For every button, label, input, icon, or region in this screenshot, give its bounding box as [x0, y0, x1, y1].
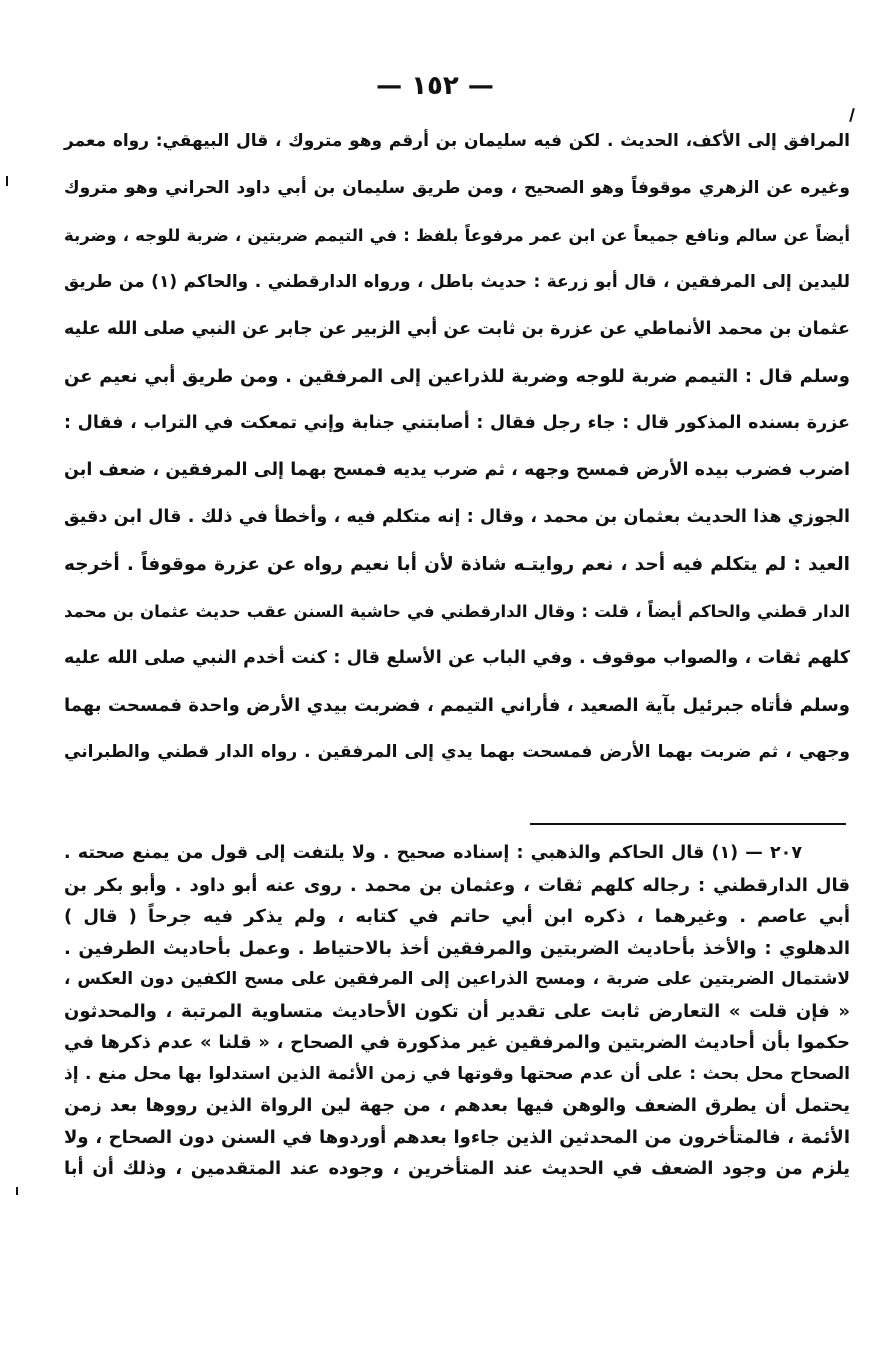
main-text-line: المرافق إلى الأكف، الحديث . لكن فيه سليمان بن أرقم وهو متروك ، قال البيهقي: رواه معمر [64, 131, 850, 151]
main-text-line: عثمان بن محمد الأنماطي عن عزرة بن ثابت عن أبي الزبير عن جابر عن النبي صلى الله عليه [64, 319, 850, 339]
footnote-divider [530, 823, 846, 825]
main-text-line: لليدين إلى المرفقين ، قال أبو زرعة : حديث باطل ، ورواه الدارقطني . والحاكم (١) من طريق [64, 272, 850, 292]
main-text-line: وجهي ، ثم ضربت بهما الأرض فمسحت بهما يدي إلى المرفقين . رواه الدار قطني والطبراني [64, 742, 850, 762]
main-text-line: وسلم فأتاه جبرئيل بآية الصعيد ، فأراني التيمم ، فضربت بيدي الأرض واحدة فمسحت بهما [64, 695, 850, 716]
scan-speck [6, 176, 8, 186]
footnote-line: أبي عاصم . وغيرهما ، ذكره ابن أبي حاتم في كتابه ، ولم يذكر فيه جرحاً ( قال ) [64, 906, 850, 927]
page-number: — ١٥٢ — [376, 71, 494, 101]
main-text-line: كلهم ثقات ، والصواب موقوف . وفي الباب عن الأسلع قال : كنت أخدم النبي صلى الله عليه [64, 648, 850, 668]
footnote-line: يلزم من وجود الضعف في الحديث عند المتأخرين ، وجوده عند المتقدمين ، وذلك أن أبا [64, 1158, 850, 1179]
main-text-line: الجوزي هذا الحديث بعثمان بن محمد ، وقال : إنه متكلم فيه ، وأخطأ في ذلك . قال ابن دقيق [64, 507, 850, 527]
footnote-line: حكموا بأن أحاديث الضربتين والمرفقين غير مذكورة في الصحاح ، « قلنا » عدم ذكرها في [64, 1032, 850, 1053]
main-text-line: وسلم قال : التيمم ضربة للوجه وضربة للذراعين إلى المرفقين . ومن طريق أبي نعيم عن [64, 366, 850, 387]
scan-speck [16, 1187, 18, 1195]
main-text-line: الدار قطني والحاكم أيضاً ، قلت : وقال الدارقطني في حاشية السنن عقب حديث عثمان بن محمد [64, 602, 850, 621]
footnotes-block [64, 838, 850, 1185]
footnote-line: قال الدارقطني : رجاله كلهم ثقات ، وعثمان بن محمد . روى عنه أبو داود . وأبو بكر بن [64, 874, 850, 896]
footnote-line: يحتمل أن يطرق الضعف والوهن فيها بعدهم ، من جهة لين الرواة الذين رووها بعد زمن [64, 1095, 850, 1116]
footnote-line: الدهلوي : والأخذ بأحاديث الضربتين والمرفقين أخذ بالاحتياط . وعمل بأحاديث الطرفين . [64, 937, 850, 959]
footnote-line: لاشتمال الضربتين على ضربة ، ومسح الذراعين إلى المرفقين على مسح الكفين دون العكس ، [64, 969, 850, 989]
main-text-line: اضرب فضرب بيده الأرض فمسح وجهه ، ثم ضرب يديه فمسح بهما إلى المرفقين ، ضعف ابن [64, 460, 850, 480]
footnote-line: الصحاح محل بحث : على أن عدم صحتها وقوتها في زمن الأئمة الذين استدلوا بها محل منع . إذ [64, 1063, 850, 1084]
main-text-line: عزرة بسنده المذكور قال : جاء رجل فقال : أصابتني جنابة وإني تمعكت في التراب ، فقال : [64, 413, 850, 433]
main-text-line: العيد : لم يتكلم فيه أحد ، نعم روايتـه شاذة لأن أبا نعيم رواه عن عزرة موقوفاً . أخرجه [64, 554, 850, 575]
main-text-line: وغيره عن الزهري موقوفاً وهو الصحيح ، ومن طريق سليمان بن أبي داود الحراني وهو متروك [64, 178, 850, 198]
footnote-line: « فإن قلت » التعارض ثابت على تقدير أن تكون الأحاديث متساوية المرتبة ، والمحدثون [64, 1000, 850, 1022]
footnote-line: ٢٠٧ — (١) قال الحاكم والذهبي : إسناده صحيح . ولا يلتفت إلى قول من يمنع صحته . [64, 843, 802, 863]
scan-speck [849, 108, 855, 122]
footnote-line: الأئمة ، فالمتأخرون من المحدثين الذين جاءوا بعدهم أوردوها في السنن دون الصحاح ، ولا [64, 1126, 850, 1148]
main-text-line: أيضاً عن سالم ونافع جميعاً عن ابن عمر مرفوعاً بلفظ : في التيمم ضربتين ، ضربة للوجه ، وضربة [64, 226, 850, 245]
main-text-block [64, 118, 850, 776]
